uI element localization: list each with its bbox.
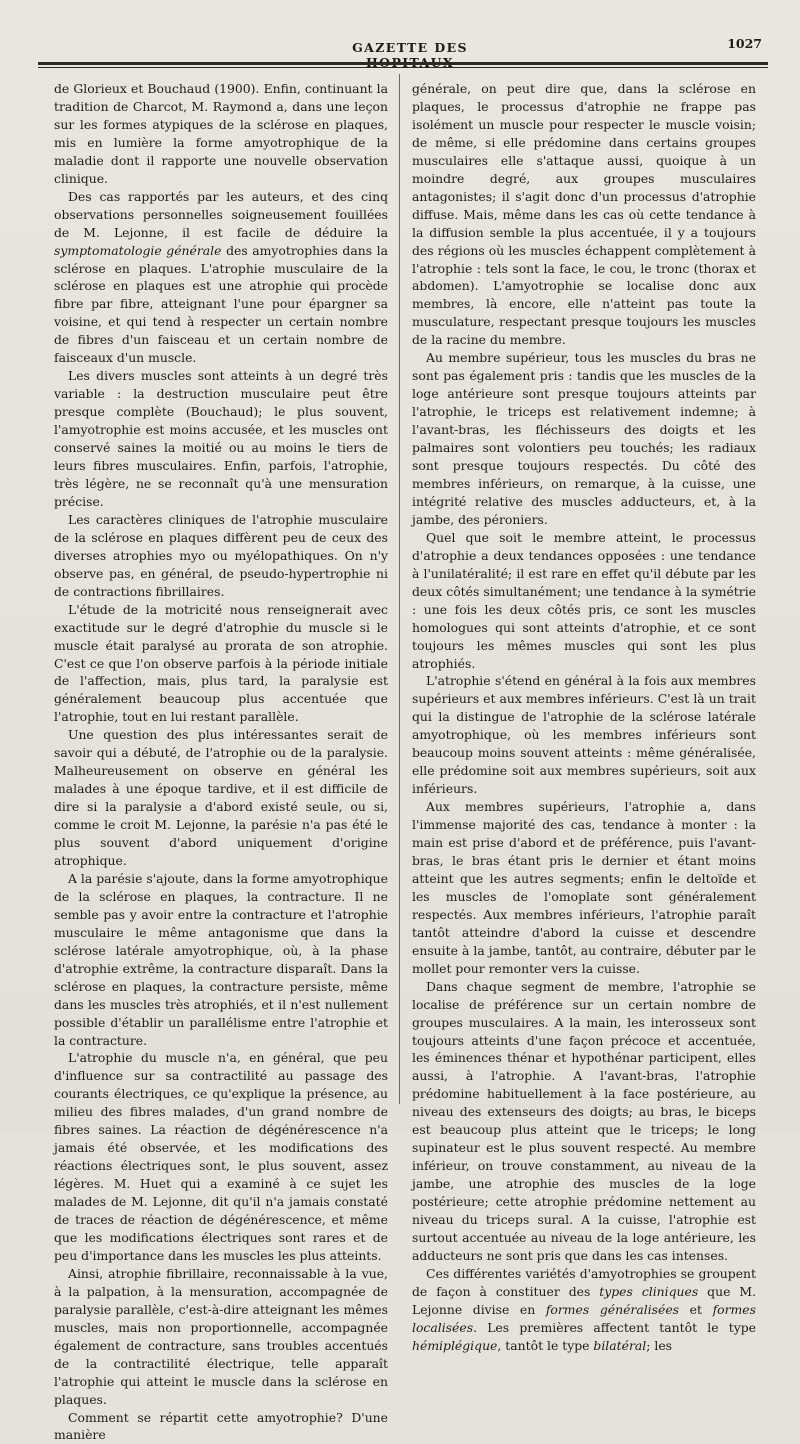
paragraph: Dans chaque segment de membre, l'atrophie se localise de préférence sur un certain nombre de groupes musculaires. A la main, les interosseux sont toujours atteints d'une façon précoce et accentuée, les éminences thénar et hypothénar participent, elles aussi, à l'atrophie. A l'avant-bras, l'atrophie prédomine habituellement à la face postérieure, au niveau des extenseurs des doigts; au bras, le biceps est beaucoup plus atteint que le triceps; le long supinateur est le plus souvent respecté. Au membre inférieur, on trouve constamment, au niveau de la jambe, une atrophie des muscles de la loge postérieure; cette atrophie prédomine nettement au niveau du triceps sural. A la cuisse, l'atrophie est surtout accentuée au niveau de la loge antérieure, les adducteurs ne sont pris que dans les cas intenses.	[412, 978, 756, 1263]
emphasis: symptomatologie générale	[54, 242, 222, 258]
paragraph: Quel que soit le membre atteint, le processus d'atrophie a deux tendances opposées : une tendance à l'unilatéralité; il est rare en effet qu'il débute par les deux côtés simultanément; une tendance à la symétrie : une fois les deux côtés pris, ce sont les muscles homologues qui sont atteints d'atrophie, et ce sont toujours les mêmes muscles qui sont les plus atrophiés.	[412, 529, 756, 671]
paragraph: Des cas rapportés par les auteurs, et des cinq observations personnelles soigneusement fouillées de M. Lejonne, il est facile de déduire la symptomatologie générale des amyotrophies dans la sclérose en plaques. L'atrophie musculaire de la sclérose en plaques est une atrophie qui procède fibre par fibre, atteignant l'une pour épargner sa voisine, et qui tend à respecter un certain nombre de fibres d'un faisceau et un certain nombre de faisceaux d'un muscle.	[54, 188, 388, 366]
right-column	[412, 80, 756, 1355]
paragraph: Au membre supérieur, tous les muscles du bras ne sont pas également pris : tandis que les muscles de la loge antérieure sont presque toujours atteints par l'atrophie, le triceps est relativement indemne; à l'avant-bras, les fléchisseurs des doigts et les palmaires sont volontiers peu touchés; les radiaux sont presque toujours respectés. Du côté des membres inférieurs, on remarque, à la cuisse, une intégrité relative des muscles adducteurs, et, à la jambe, des péroniers.	[412, 350, 756, 527]
paragraph: Une question des plus intéressantes serait de savoir qui a débuté, de l'atrophie ou de la paralysie. Malheureusement on observe en général les malades à une époque tardive, et il est difficile de dire si la paralysie a d'abord existé seule, ou si, comme le croit M. Lejonne, la parésie n'a pas été le plus souvent d'abord uniquement d'origine atrophique.	[54, 727, 388, 868]
paragraph: Les caractères cliniques de l'atrophie musculaire de la sclérose en plaques diffèrent peu de ceux des diverses atrophies myo ou myélopathiques. On n'y observe pas, en général, de pseudo-hypertrophie ni de contractions fibrillaires.	[54, 511, 388, 599]
column-divider	[399, 74, 400, 1104]
paragraph: Ces différentes variétés d'amyotrophies se groupent de façon à constituer des types cliniques que M. Lejonne divise en formes généralisées et formes localisées. Les premières affectent tantôt le type hémiplégique, tantôt le type bilatéral; les	[412, 1265, 757, 1353]
left-column	[54, 80, 388, 1444]
paragraph: Aux membres supérieurs, l'atrophie a, dans l'immense majorité des cas, tendance à monter : la main est prise d'abord et de préférence, puis l'avant-bras, le bras étant pris le dernier et étant moins atteint que les autres segments; enfin le deltoïde et les muscles de l'omoplate sont généralement respectés. Aux membres inférieurs, l'atrophie paraît tantôt atteindre d'abord la cuisse et descendre ensuite à la jambe, tantôt, au contraire, débuter par le mollet pour remonter vers la cuisse.	[412, 799, 756, 976]
emphasis: formes généralisées	[545, 1301, 680, 1317]
publication-title: GAZETTE DES	[352, 40, 468, 55]
paragraph: Comment se répartit cette amyotrophie? D'une manière	[54, 1409, 388, 1443]
emphasis: hémiplégique	[412, 1337, 498, 1353]
paragraph: L'atrophie s'étend en général à la fois aux membres supérieurs et aux membres inférieurs. C'est là un trait qui la distingue de l'atrophie de la sclérose latérale amyotrophique, où les membres inférieurs sont beaucoup moins souvent atteints : même généralisée, elle prédomine soit aux membres supérieurs, soit aux inférieurs.	[412, 673, 756, 797]
paragraph: L'étude de la motricité nous renseignerait avec exactitude sur le degré d'atrophie du muscle si le muscle était paralysé au prorata de son atrophie. C'est ce que l'on observe parfois à la période initiale de l'affection, mais, plus tard, la paralysie est généralement beaucoup plus accentuée que l'atrophie, tout en lui restant parallèle.	[54, 601, 388, 725]
paragraph: Les divers muscles sont atteints à un degré très variable : la destruction musculaire peut être presque complète (Bouchaud); le plus souvent, l'amyotrophie est moins accusée, et les muscles ont conservé saines la moitié ou au moins le tiers de leurs fibres musculaires. Enfin, parfois, l'atrophie, très légère, ne se reconnaît qu'à une mensuration précise.	[54, 368, 388, 509]
emphasis: bilatéral	[593, 1337, 647, 1353]
running-head	[0, 36, 800, 60]
paragraph: A la parésie s'ajoute, dans la forme amyotrophique de la sclérose en plaques, la contracture. Il ne semble pas y avoir entre la contracture et l'atrophie musculaire le même antagonisme que dans la sclérose latérale amyotrophique, où, à la phase d'atrophie extrême, la contracture disparaît. Dans la sclérose en plaques, la contracture persiste, même dans les muscles très atrophiés, et il n'est nullement possible d'établir un parallélisme entre l'atrophie et la contracture.	[54, 870, 388, 1048]
paragraph: L'atrophie du muscle n'a, en général, que peu d'influence sur sa contractilité au passage des courants électriques, ce qu'explique la présence, au milieu des fibres malades, d'un grand nombre de fibres saines. La réaction de dégénérescence n'a jamais été observée, et les modifications des réactions électriques sont, le plus souvent, assez légères. M. Huet qui a examiné à ce sujet les malades de M. Lejonne, dit qu'il n'a jamais constaté de traces de réaction de dégénérescence, et même que les modifications électriques sont rares et de peu d'importance dans les muscles les plus atteints.	[54, 1050, 388, 1263]
paragraph: de Glorieux et Bouchaud (1900). Enfin, continuant la tradition de Charcot, M. Raymond a, dans une leçon sur les formes atypiques de la sclérose en plaques, mis en lumière la forme amyotrophique de la maladie dont il rapporte une nouvelle observation clinique.	[54, 81, 388, 186]
page-number: 1027	[727, 36, 762, 51]
emphasis: types cliniques	[599, 1283, 699, 1299]
paragraph: Ainsi, atrophie fibrillaire, reconnaissable à la vue, à la palpation, à la mensuration, accompagnée de paralysie parallèle, c'est-à-dire atteignant les mêmes muscles, mais non proportionnelle, accompagnée également de contracture, sans troubles accentués de la contractilité électrique, telle apparaît l'atrophie qui atteint le muscle dans la sclérose en plaques.	[54, 1265, 388, 1407]
emphasis: formes localisées	[412, 1301, 756, 1335]
paragraph: générale, on peut dire que, dans la sclérose en plaques, le processus d'atrophie ne frappe pas isolément un muscle pour respecter le muscle voisin; de même, si elle prédomine dans certains groupes musculaires elle s'attaque aussi, quoique à un moindre degré, aux groupes musculaires antagonistes; il s'agit donc d'un processus d'atrophie diffuse. Mais, même dans les cas où cette tendance à la diffusion semble la plus accentuée, il y a toujours des régions où les muscles échappent complètement à l'atrophie : tels sont la face, le cou, le tronc (thorax et abdomen). L'amyotrophie se localise donc aux membres, là encore, elle n'atteint pas toute la musculature, respectant presque toujours les muscles de la racine du membre.	[412, 81, 756, 348]
header-rule-thick	[38, 62, 768, 65]
header-rule-thin	[38, 67, 768, 68]
